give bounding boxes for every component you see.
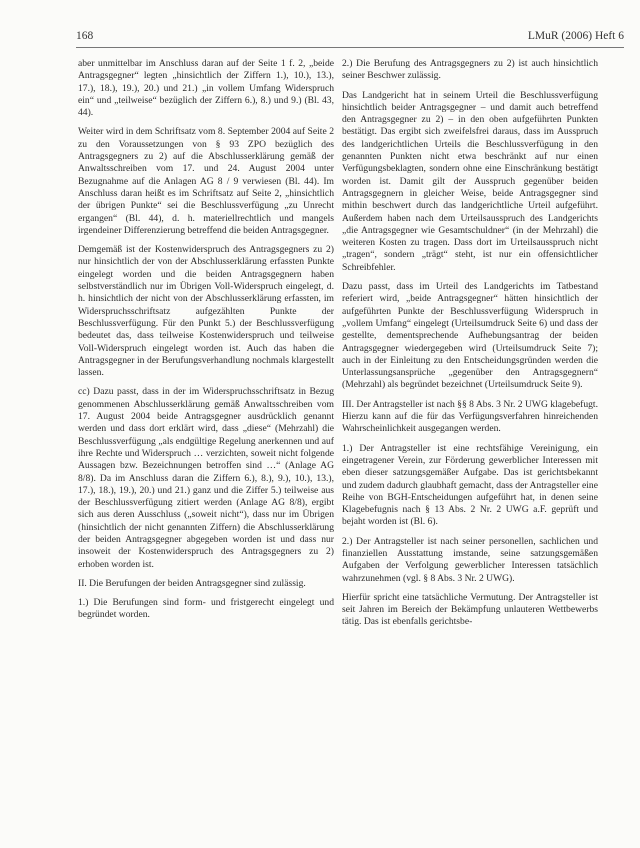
paragraph: Hierfür spricht eine tatsächliche Vermutung. Der Antragsteller ist seit Jahren im Bereich der Bekämpfung unlauteren Wettbewerbs tätig. Das ist ebenfalls gerichtsbe-	[342, 591, 598, 628]
left-column	[78, 58, 334, 629]
paragraph: 2.) Der Antragsteller ist nach seiner personellen, sachlichen und finanziellen Ausstattung imstande, seine satzungsgemäßen Aufgaben der Verfolgung gewerblicher Interessen tatsächlich wahrzunehmen (vgl. § 8 Abs. 3 Nr. 2 UWG).	[342, 535, 598, 584]
paragraph: Demgemäß ist der Kostenwiderspruch des Antragsgegners zu 2) nur hinsichtlich der von der Abschlusserklärung erfassten Punkte eingelegt worden und die beiden Antragsgegnern haben selbstverständlich nur im Übrigen Voll-Widerspruch eingelegt, d. h. hinsichtlich der nicht von der Abschlusserklärung erfassten, im Widerspruchsschriftsatz aufgezählten Punkte der Beschlussverfügung. Für den Punkt 5.) der Beschlussverfügung bedeutet das, dass teilweise Kostenwiderspruch und teilweise Voll-Widerspruch eingelegt worden ist. Auch das haben die Antragsgegner in der Berufungsverhandlung nochmals klargestellt lassen.	[78, 244, 334, 379]
paragraph: Das Landgericht hat in seinem Urteil die Beschlussverfügung hinsichtlich beider Antragsgegner – und damit auch betreffend den Antragsgegner zu 2) – in den oben aufgeführten Punkten bestätigt. Das ergibt sich zweifelsfrei daraus, dass im Ausspruch des landgerichtlichen Urteils die Beschlussverfügung in den genannten Punkten nicht etwa beschränkt auf nur einen Verfügungsbeklagten, sondern ohne eine Einschränkung bestätigt worden ist. Damit gilt der Ausspruch gegenüber beiden Antragsgegnern in gleicher Weise, beide Antragsgegner sind mithin beschwert durch das landgerichtliche Urteil aufgeführt. Außerdem haben nach dem Urteilsausspruch des Landgerichts „die Antragsgegner wie Gesamtschuldner“ (in der Mehrzahl) die weiteren Kosten zu tragen. Dass dort im Urteilsausspruch nicht „tragen“, sondern „trägt“ steht, ist nur ein offensichtlicher Schreibfehler.	[342, 89, 598, 273]
section-heading: II. Die Berufungen der beiden Antragsgegner sind zulässig.	[78, 577, 306, 589]
paragraph: aber unmittelbar im Anschluss daran auf der Seite 1 f. 2, „beide Antragsgegner“ legten „hinsichtlich der Ziffern 1.), 10.), 13.), 17.), 18.), 19.), 20.) und 21.) „in vollem Umfang Widerspruch ein“ und „teilweise“ bezüglich der Ziffern 6.), 8.) und 9.) (Bl. 43, 44).	[78, 58, 334, 119]
paragraph: 1.) Die Berufungen sind form- und fristgerecht eingelegt und begründet worden.	[78, 597, 334, 621]
section-heading: III. Der Antragsteller ist nach §§ 8 Abs. 3 Nr. 2 UWG klagebefugt. Hierzu kann auf die für das Verfügungsverfahren hinreichenden Wahrscheinlichkeit ausgegangen werden.	[342, 398, 598, 435]
header-rule	[76, 47, 624, 48]
journal-reference: LMuR (2006) Heft 6	[527, 30, 624, 42]
paragraph: cc) Dazu passt, dass in der im Widerspruchsschriftsatz in Bezug genommenen Abschlusserklärung gemäß Anwaltsschreiben vom 17. August 2004 beide Antragsgegner ausdrücklich genannt werden und dass dort erklärt wird, dass „diese“ (Mehrzahl) die Beschlussverfügung „als endgültige Regelung anerkennen und auf ihre Rechte und Widerspruch … verzichten, soweit nicht folgende Aussagen bzw. Bezeichnungen betroffen sind …“ (Anlage AG 8/8). Da im Anschluss daran die Ziffern 6.), 8.), 9.), 10.), 13.), 17.), 18.), 19.), 20.) und 21.) ganz und die Ziffer 5.) teilweise aus der Beschlussverfügung zitiert werden (Anlage AG 8/8), ergibt sich aus deren Ausschluss („soweit nicht“), dass nur im Übrigen (hinsichtlich der nicht genannten Ziffern) die Abschlusserklärung der beiden Antragsgegner abgegeben worden ist und dass nur insoweit der Kostenwiderspruch des Antragsgegners zu 2) erhoben worden ist.	[78, 386, 334, 570]
paragraph: Dazu passt, dass im Urteil des Landgerichts im Tatbestand referiert wird, „beide Antragsgegner“ hätten hinsichtlich der aufgeführten Punkte der Beschlussverfügung Widerspruch in „vollem Umfang“ eingelegt (Urteilsumdruck Seite 6) und dass der gestellte, dementsprechende Aufhebungsantrag der beiden Antragsgegner wiedergegeben wird (Urteilsumdruck Seite 7); auch in der Einleitung zu den Entscheidungsgründen werden die Unterlassungsansprüche „gegenüber den Antragsgegnern“ (Mehrzahl) als begründet bezeichnet (Urteilsumdruck Seite 9).	[342, 281, 598, 391]
right-column	[342, 58, 598, 636]
page-number: 168	[76, 30, 94, 42]
paragraph: 1.) Der Antragsteller ist eine rechtsfähige Vereinigung, ein eingetragener Verein, zur Förderung gewerblicher Interessen mit eben dieser satzungsgemäßer Aufgabe. Das ist gerichtsbekannt und zudem dadurch glaubhaft gemacht, dass der Antragsteller eine Reihe von BGH-Entscheidungen aufgeführt hat, in denen seine Klagebefugnis nach § 13 Abs. 2 Nr. 2 UWG a.F. geprüft und bejaht worden ist (Bl. 6).	[342, 442, 598, 528]
paragraph: 2.) Die Berufung des Antragsgegners zu 2) ist auch hinsichtlich seiner Beschwer zulässig.	[342, 58, 598, 82]
paragraph: Weiter wird in dem Schriftsatz vom 8. September 2004 auf Seite 2 zu den Voraussetzungen von § 93 ZPO bezüglich des Antragsgegners zu 2) auf die Abschlusserklärung gemäß der Anwaltsschreiben vom 17. und 24. August 2004 unter Bezugnahme auf die Anlagen AG 8 / 9 verwiesen (Bl. 44). Im Anschluss daran heißt es im Schriftsatz auf Seite 2, „hinsichtlich der übrigen Punkte“ sei die Beschlussverfügung „zu Unrecht ergangen“ (Bl. 44), d. h. materiellrechtlich und mangels irgendeiner Differenzierung betreffend die beiden Antragsgegner.	[78, 126, 334, 236]
